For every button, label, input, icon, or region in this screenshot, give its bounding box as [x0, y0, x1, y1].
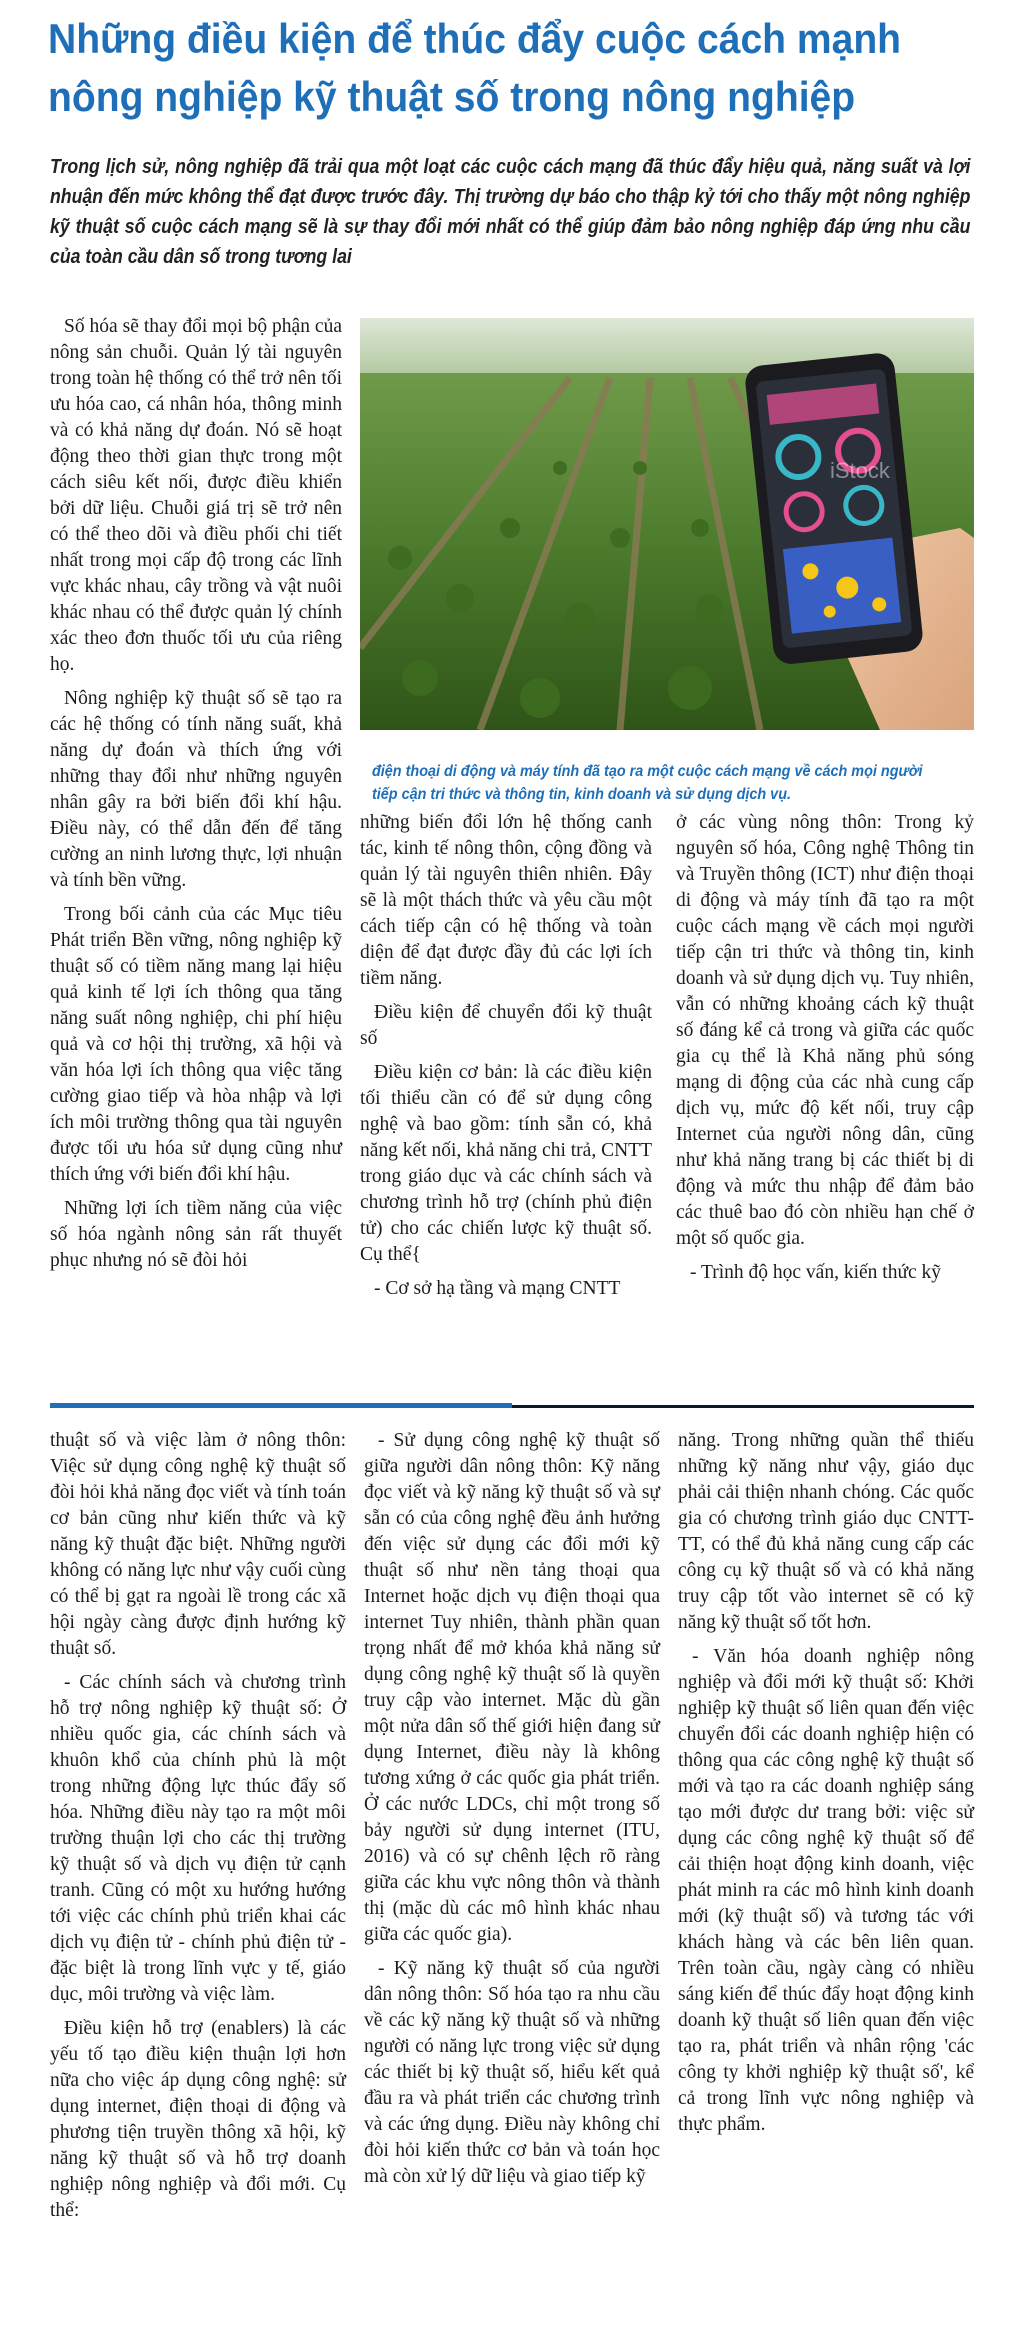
section2-column-2 — [364, 1428, 660, 2198]
paragraph: - Trình độ học vấn, kiến thức kỹ — [690, 1262, 942, 1283]
photo-watermark: iStock — [830, 458, 890, 483]
section1-column-2 — [360, 810, 652, 1310]
paragraph: Những lợi ích tiềm năng của việc số hóa ngành nông sản rất thuyết phục nhưng nó sẽ đòi hỏi — [50, 1198, 342, 1271]
paragraph: - Văn hóa doanh nghiệp nông nghiệp và đổi mới kỹ thuật số: Khởi nghiệp kỹ thuật số liên quan đến việc chuyển đổi các doanh nghiệp hiện có thông qua các công nghệ kỹ thuật số mới và tạo ra các doanh nghiệp sáng tạo mới được dư trang bởi: việc sử dụng các công nghệ kỹ thuật số để cải thiện hoạt động kinh doanh, việc phát minh ra các mô hình kinh doanh mới (kỹ thuật số) và tương tác với khách hàng và các bên liên quan. Trên toàn cầu, ngày càng có nhiều sáng kiến để thúc đẩy hoạt động kinh doanh kỹ thuật số liên quan đến việc tạo ra, phát triển và nhân rộng 'các công ty khởi nghiệp kỹ thuật số', kể cả trong lĩnh vực nông nghiệp và thực phẩm. — [678, 1646, 974, 2135]
section-divider-blue — [50, 1403, 512, 1408]
paragraph: Số hóa sẽ thay đổi mọi bộ phận của nông sản chuỗi. Quản lý tài nguyên trong toàn hệ thống có thể trở nên tối ưu hóa cao, cá nhân hóa, thông minh và có khả năng dự đoán. Nó sẽ hoạt động theo thời gian thực trong một cách siêu kết nối, được điều khiển bởi dữ liệu. Chuỗi giá trị sẽ trở nên có thể theo dõi và điều phối chi tiết nhất trong mọi cấp độ trong các lĩnh vực khác nhau, cây trồng và vật nuôi khác nhau có thể được quản lý chính xác theo đơn thuốc tối ưu của riêng họ. — [50, 316, 342, 675]
paragraph: năng. Trong những quần thể thiếu những kỹ năng như vậy, giáo dục phải cải thiện nhanh chóng. Các quốc gia có chương trình giáo dục CNTT-TT, có thể đủ khả năng cung cấp các công cụ kỹ thuật số và có khả năng truy cập tốt vào internet sẽ có kỹ năng kỹ thuật số tốt hơn. — [678, 1430, 974, 1633]
paragraph: - Kỹ năng kỹ thuật số của người dân nông thôn: Số hóa tạo ra nhu cầu về các kỹ năng kỹ thuật số và những người có năng lực trong việc sử dụng các thiết bị kỹ thuật số, hiểu kết quả đầu ra và phát triển các chương trình và các ứng dụng. Điều này không chỉ đòi hỏi kiến thức cơ bản và toán học mà còn xử lý dữ liệu và giao tiếp kỹ — [364, 1958, 660, 2187]
paragraph: Trong bối cảnh của các Mục tiêu Phát triển Bền vững, nông nghiệp kỹ thuật số có tiềm năng mang lại hiệu quả kinh tế lợi ích thông qua tăng năng suất nông nghiệp, chi phí hiệu quả và cơ hội thị trường, xã hội và văn hóa lợi ích thông qua việc tăng cường giao tiếp và hòa nhập và lợi ích môi trường thông qua tài nguyên được tối ưu hóa sử dụng cũng như thích ứng với biến đổi khí hậu. — [50, 904, 342, 1185]
paragraph: thuật số và việc làm ở nông thôn: Việc sử dụng công nghệ kỹ thuật số đòi hỏi khả năng đọc viết và tính toán cơ bản cũng như kiến thức và kỹ năng kỹ thuật đặc biệt. Những người không có năng lực như vậy cuối cùng có thể bị gạt ra ngoài lề trong các xã hội ngày càng được định hướng kỹ thuật số. — [50, 1430, 346, 1659]
paragraph: Điều kiện hỗ trợ (enablers) là các yếu tố tạo điều kiện thuận lợi hơn nữa cho việc áp dụng công nghệ: sử dụng internet, điện thoại di động và phương tiện truyền thông xã hội, kỹ năng kỹ thuật số và hỗ trợ doanh nghiệp nông nghiệp và đổi mới. Cụ thể: — [50, 2018, 346, 2221]
article-title-line-2: nông nghiệp kỹ thuật số trong nông nghiệp — [48, 73, 856, 120]
section2-column-1 — [50, 1428, 346, 2232]
photo-illustration — [360, 318, 974, 730]
article-photo — [360, 318, 974, 730]
article-title-line-1: Những điều kiện để thúc đẩy cuộc cách mạnh — [48, 15, 902, 62]
paragraph: - Cơ sở hạ tầng và mạng CNTT — [374, 1278, 621, 1299]
photo-caption: điện thoại di động và máy tính đã tạo ra một cuộc cách mạng về cách mọi người tiếp cận tri thức và thông tin, kinh doanh và sử dụng dịch vụ. — [372, 763, 923, 803]
paragraph: Điều kiện cơ bản: là các điều kiện tối thiểu cần có để sử dụng công nghệ và bao gồm: tính sẵn có, khả năng kết nối, khả năng chi trả, CNTT trong giáo dục và các chính sách và chương trình hỗ trợ (chính phủ điện tử) cho các chiến lược kỹ thuật số. Cụ thể{ — [360, 1062, 652, 1265]
paragraph: - Sử dụng công nghệ kỹ thuật số giữa người dân nông thôn: Kỹ năng đọc viết và kỹ năng kỹ thuật số và sự sẵn có của công nghệ đều ảnh hưởng đến việc sử dụng các đổi mới kỹ thuật số như nền tảng thoại qua Internet hoặc dịch vụ điện thoại qua internet Tuy nhiên, thành phần quan trọng nhất để mở khóa khả năng sử dụng công nghệ kỹ thuật số là quyền truy cập vào internet. Mặc dù gần một nửa dân số thế giới hiện đang sử dụng Internet, điều này là không tương xứng ở các quốc gia phát triển. Ở các nước LDCs, chỉ một trong số bảy người sử dụng internet (ITU, 2016) và có sự chênh lệch rõ ràng giữa các khu vực nông thôn và thành thị (mặc dù các mô hình khác nhau giữa các quốc gia). — [364, 1430, 660, 1945]
article-title — [48, 10, 941, 126]
article-lead: Trong lịch sử, nông nghiệp đã trải qua một loạt các cuộc cách mạng đã thúc đẩy hiệu quả, năng suất và lợi nhuận đến mức không thể đạt được trước đây. Thị trường dự báo cho thập kỷ tới cho thấy một nông nghiệp kỹ thuật số cuộc cách mạng sẽ là sự thay đổi mới nhất có thể giúp đảm bảo nông nghiệp đáp ứng nhu cầu của toàn cầu dân số trong tương lai — [50, 156, 971, 268]
section1-column-1 — [50, 314, 342, 1282]
section1-column-3 — [676, 810, 974, 1294]
paragraph: ở các vùng nông thôn: Trong kỷ nguyên số hóa, Công nghệ Thông tin và Truyền thông (ICT) như điện thoại di động và máy tính đã tạo ra một cuộc cách mạng về cách mọi người tiếp cận tri thức và thông tin, kinh doanh và sử dụng dịch vụ. Tuy nhiên, vẫn có những khoảng cách kỹ thuật số đáng kể cả trong và giữa các quốc gia cụ thể là Khả năng phủ sóng mạng di động của các nhà cung cấp dịch vụ, mức độ kết nối, truy cập Internet của người nông dân, cũng như khả năng trang bị các thiết bị di động và mức thu nhập để đảm bảo các thuê bao đó còn nhiều hạn chế ở một số quốc gia. — [676, 812, 974, 1249]
section2-column-3 — [678, 1428, 974, 2146]
paragraph: những biến đổi lớn hệ thống canh tác, kinh tế nông thôn, cộng đồng và quản lý tài nguyên thiên nhiên. Đây sẽ là một thách thức và yêu cầu một cách tiếp cận có hệ thống và toàn diện để đạt được đầy đủ các lợi ích tiềm năng. — [360, 812, 652, 989]
paragraph: Nông nghiệp kỹ thuật số sẽ tạo ra các hệ thống có tính năng suất, khả năng dự đoán và thích ứng với những thay đổi như những nguyên nhân gây ra bởi biến đổi khí hậu. Điều này, có thể dẫn đến để tăng cường an ninh lương thực, lợi nhuận và tính bền vững. — [50, 688, 342, 891]
section-divider-dark — [512, 1405, 974, 1408]
subheading: Điều kiện để chuyển đổi kỹ thuật số — [360, 1002, 652, 1049]
paragraph: - Các chính sách và chương trình hỗ trợ nông nghiệp kỹ thuật số: Ở nhiều quốc gia, các chính sách và khuôn khổ của chính phủ là một trong những động lực thúc đẩy số hóa. Những điều này tạo ra một môi trường thuận lợi cho các thị trường kỹ thuật số và dịch vụ điện tử cạnh tranh. Cũng có một xu hướng hướng tới việc các chính phủ triển khai các dịch vụ điện tử - chính phủ điện tử - đặc biệt là trong lĩnh vực y tế, giáo dục, môi trường và việc làm. — [50, 1672, 346, 2005]
